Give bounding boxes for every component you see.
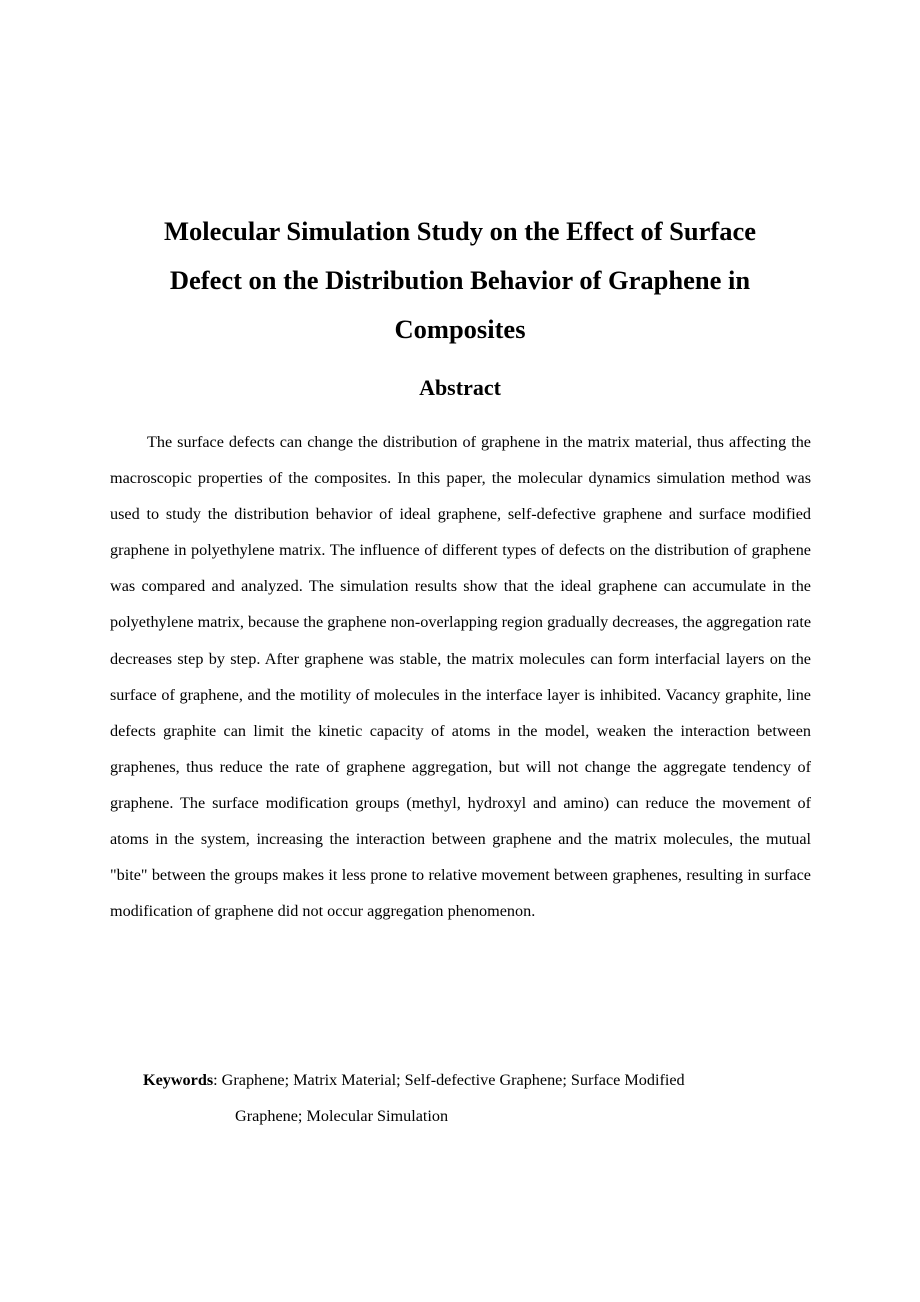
abstract-body: The surface defects can change the distribution of graphene in the matrix material, thus affecting the macroscopic properties of the composites. In this paper, the molecular dynamics simulation method was used to study the distribution behavior of ideal graphene, self-defective graphene and surface modified graphene in polyethylene matrix. The influence of different types of defects on the distribution of graphene was compared and analyzed. The simulation results show that the ideal graphene can accumulate in the polyethylene matrix, because the graphene non-overlapping region gradually decreases, the aggregation rate decreases step by step. After graphene was stable, the matrix molecules can form interfacial layers on the surface of graphene, and the motility of molecules in the interface layer is inhibited. Vacancy graphite, line defects graphite can limit the kinetic capacity of atoms in the model, weaken the interaction between graphenes, thus reduce the rate of graphene aggregation, but will not change the aggregate tendency of graphene. The surface modification groups (methyl, hydroxyl and amino) can reduce the movement of atoms in the system, increasing the interaction between graphene and the matrix molecules, the mutual "bite" between the groups makes it less prone to relative movement between graphenes, resulting in surface modification of graphene did not occur aggregation phenomenon. [110,433,811,921]
keywords-label: Keywords [143,1071,214,1089]
abstract-heading: Abstract [419,375,501,400]
paper-title [110,207,810,354]
keywords [143,1062,823,1134]
keywords-line-2: Graphene; Molecular Simulation [235,1107,449,1125]
keywords-line-1: : Graphene; Matrix Material; Self-defective Graphene; Surface Modified [213,1071,685,1089]
title-line-2: Defect on the Distribution Behavior of Graphene in [169,265,751,295]
title-line-1: Molecular Simulation Study on the Effect of Surface [163,216,757,246]
title-line-3: Composites [394,314,526,344]
